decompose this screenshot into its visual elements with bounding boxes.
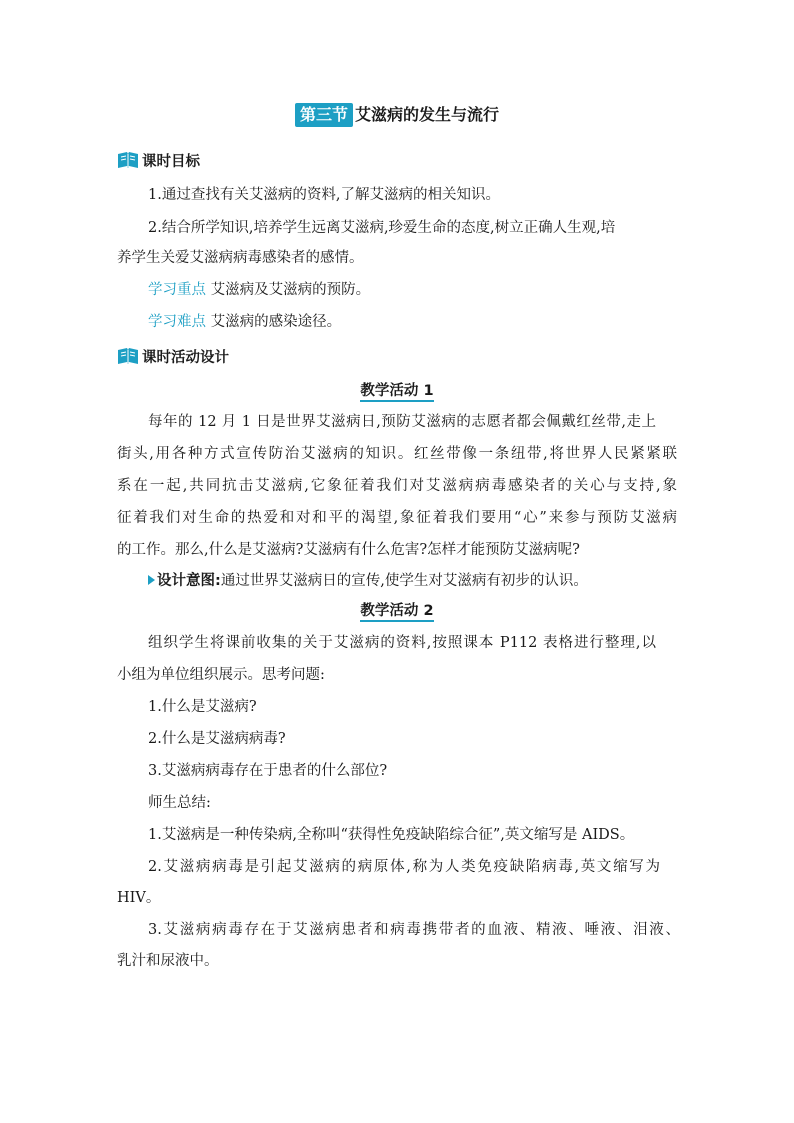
key-point-text: 艾滋病及艾滋病的预防。 — [210, 282, 371, 298]
activity-1-paragraph-line: 每年的 12 月 1 日是世界艾滋病日,预防艾滋病的志愿者都会佩戴红丝带,走上 — [148, 414, 656, 430]
answer-2-line-1: 2.艾滋病病毒是引起艾滋病的病原体,称为人类免疫缺陷病毒,英文缩写为 — [148, 859, 660, 875]
activity-2-paragraph-line: 组织学生将课前收集的关于艾滋病的资料,按照课本 P112 表格进行整理,以 — [148, 635, 656, 651]
answer-2-line-2: HIV。 — [117, 890, 161, 906]
book-icon — [117, 151, 139, 169]
activity-1-title-text: 教学活动 1 — [360, 383, 433, 402]
difficult-point — [148, 312, 718, 332]
answer-1: 1.艾滋病是一种传染病,全称叫“获得性免疫缺陷综合征”,英文缩写是 AIDS。 — [148, 827, 635, 843]
section-number-badge: 第三节 — [295, 103, 353, 127]
activity-1-paragraph-line: 系在一起,共同抗击艾滋病,它象征着我们对艾滋病病毒感染者的关心与支持,象 — [117, 478, 677, 494]
book-icon — [117, 347, 139, 365]
section-heading-design — [117, 345, 229, 367]
design-intent-label: 设计意图: — [157, 573, 221, 589]
activity-1-paragraph-line: 征着我们对生命的热爱和对和平的渴望,象征着我们要用“心”来参与预防艾滋病 — [117, 510, 677, 526]
section-heading-label: 课时目标 — [142, 153, 200, 170]
difficult-point-label: 学习难点 — [148, 314, 206, 330]
activity-1-paragraph-line: 的工作。那么,什么是艾滋病?艾滋病有什么危害?怎样才能预防艾滋病呢? — [117, 542, 580, 558]
key-point-label: 学习重点 — [148, 282, 206, 298]
section-heading-goals — [117, 149, 200, 171]
activity-2-title — [0, 601, 794, 621]
goal-item-2-line-2: 养学生关爱艾滋病病毒感染者的感情。 — [117, 250, 364, 266]
question-2: 2.什么是艾滋病病毒? — [148, 731, 286, 747]
activity-1-title — [0, 381, 794, 401]
activity-2-title-text: 教学活动 2 — [360, 603, 433, 622]
section-title: 艾滋病的发生与流行 — [355, 105, 500, 124]
question-1: 1.什么是艾滋病? — [148, 699, 257, 715]
section-heading-label: 课时活动设计 — [142, 349, 229, 366]
answer-3-line-1: 3.艾滋病病毒存在于艾滋病患者和病毒携带者的血液、精液、唾液、泪液、 — [148, 922, 680, 938]
activity-2-paragraph-line: 小组为单位组织展示。思考问题: — [117, 667, 325, 683]
triangle-arrow-icon — [148, 575, 155, 585]
summary-label: 师生总结: — [148, 795, 211, 811]
answer-3-line-2: 乳汁和尿液中。 — [117, 953, 219, 969]
difficult-point-text: 艾滋病的感染途径。 — [210, 314, 342, 330]
goal-item-1: 1.通过查找有关艾滋病的资料,了解艾滋病的相关知识。 — [148, 187, 500, 203]
goal-item-2-line-1: 2.结合所学知识,培养学生远离艾滋病,珍爱生命的态度,树立正确人生观,培 — [148, 220, 616, 236]
activity-1-paragraph-line: 街头,用各种方式宣传防治艾滋病的知识。红丝带像一条纽带,将世界人民紧紧联 — [117, 446, 677, 462]
design-intent-text: 通过世界艾滋病日的宣传,使学生对艾滋病有初步的认识。 — [220, 573, 588, 589]
key-point — [148, 280, 718, 300]
page-title — [0, 103, 794, 127]
design-intent — [148, 571, 718, 591]
question-3: 3.艾滋病病毒存在于患者的什么部位? — [148, 763, 388, 779]
